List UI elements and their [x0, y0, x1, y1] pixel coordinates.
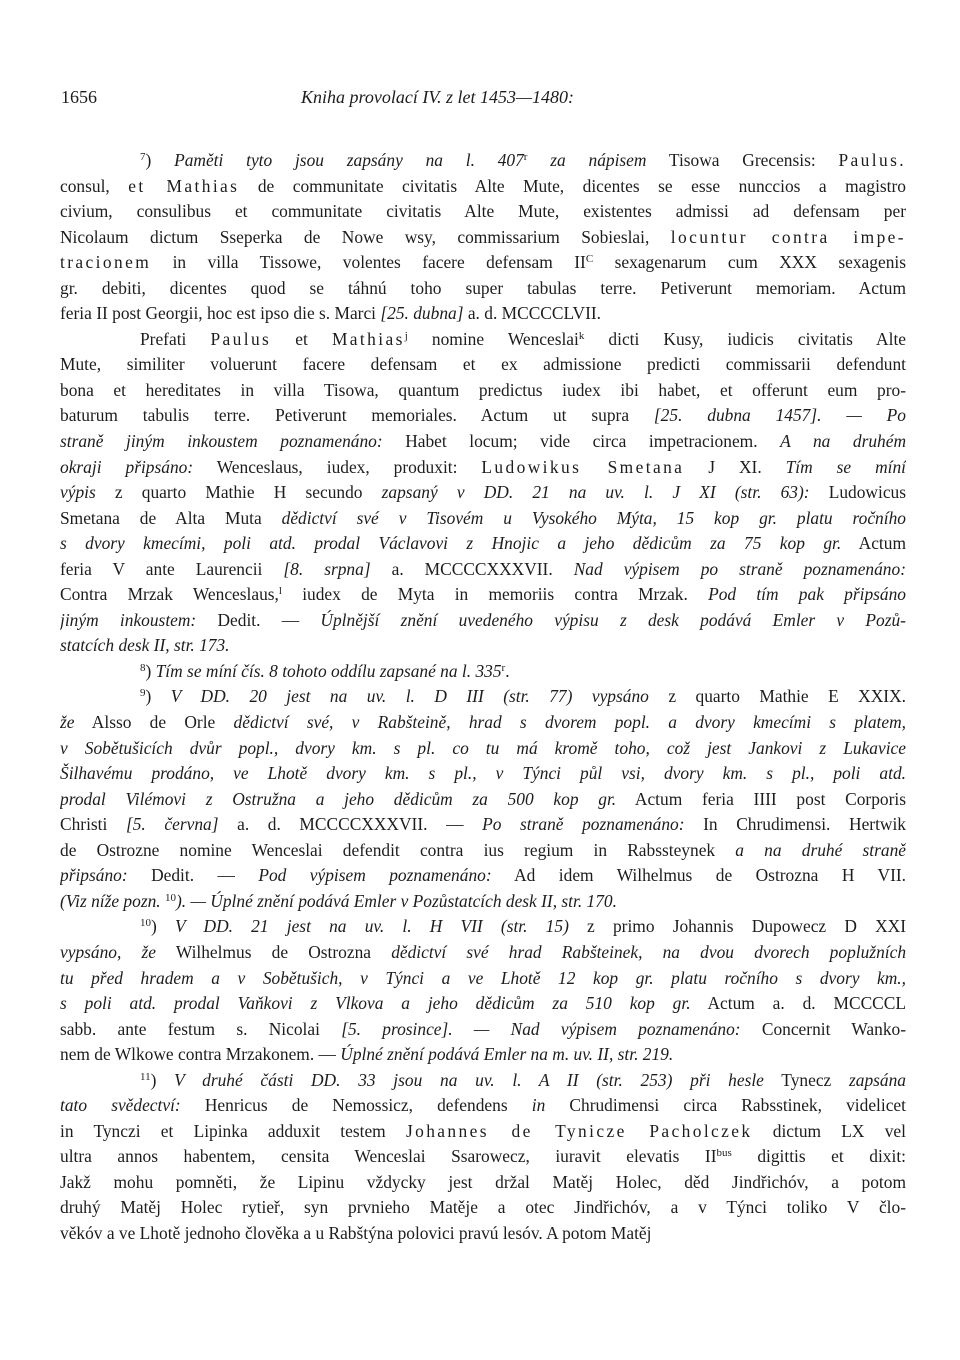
superscript: l [278, 585, 282, 598]
text-segment: okraji připsáno: [60, 456, 194, 477]
text-line [60, 557, 906, 583]
text-segment: Nad výpisem po straně poznamenáno: [573, 558, 906, 579]
text-line [60, 787, 906, 813]
text-segment: Úplné znění podává Emler na m. uv. II, str. 219. [340, 1044, 674, 1065]
text-segment: Smetana de Alta Muta [60, 507, 282, 528]
text-segment: V druhé části DD. 33 jsou na uv. l. A II (str. 253) při hesle [174, 1069, 764, 1090]
text-segment: feria V ante Laurencii [60, 558, 284, 579]
footnote-10 [60, 914, 906, 1067]
text-segment: za nápisem [527, 150, 647, 170]
text-line [60, 1042, 906, 1068]
text-segment: ultra annos habentem, censita Wenceslai Ssarowecz, iuravit elevatis II [60, 1146, 717, 1167]
footnotes-body [60, 148, 906, 1247]
text-line [60, 761, 906, 787]
text-segment: iudex de Myta in memoriis contra Mrzak. [281, 584, 709, 605]
text-segment: Šilhavému prodáno, ve Lhotě dvory km. s pl., v Týnci půl vsi, dvory km. s pl., poli atd. [60, 763, 906, 784]
text-segment: [25. dubna 1457]. — Po [653, 405, 906, 426]
text-line [60, 1068, 906, 1094]
text-segment: Úplné znění podává Emler v Pozůstatcích desk II, str. 170. [210, 890, 617, 911]
text-segment: V DD. 20 jest na uv. l. D III (str. 77) vypsáno [170, 686, 649, 707]
text-segment: bona et hereditates in villa Tisowa, quantum predictus iudex ibi habet, et offerunt eum pro- [60, 379, 906, 400]
text-segment: z quarto Mathie H secundo [95, 482, 382, 503]
text-segment: . [505, 660, 510, 681]
text-segment: Pod tím pak připsáno [708, 584, 906, 605]
footnote-7 [60, 148, 906, 327]
text-line [60, 582, 906, 608]
text-segment: Dedit. — [127, 865, 259, 886]
text-segment: z quarto Mathie E XXIX. [648, 686, 906, 707]
text-segment: Ad idem Wilhelmus de Ostrozna H VII. [491, 865, 906, 886]
text-line [60, 1170, 906, 1196]
text-segment: Christi [60, 814, 126, 835]
text-segment: V DD. 21 jest na uv. l. H VII (str. 15) [175, 916, 569, 937]
text-segment: v Sobětušicích dvůr popl., dvory km. s pl. co tu má kromě toho, což jest Jankovi z Lukavice [60, 737, 906, 758]
text-segment: ) [151, 916, 175, 937]
text-line [60, 429, 906, 455]
text-segment: baturum tabulis terre. Petiverunt memoriales. Actum ut supra [60, 405, 654, 426]
text-line [60, 710, 906, 736]
text-segment: in villa Tissowe, volentes facere defensam II [151, 252, 586, 273]
text-segment: Wilhelmus de Ostrozna [156, 941, 392, 962]
text-segment: s poli atd. prodal Vaňkovi z Vlkova a jeho dědicům za 510 kop gr. [60, 993, 691, 1014]
text-segment: Contra Mrzak Wenceslaus, [60, 584, 279, 605]
text-segment: Actum a. d. MCCCCL [690, 993, 906, 1014]
text-segment: Concernit Wanko- [740, 1018, 906, 1039]
text-segment: a. d. MCCCCLVII. [463, 303, 602, 324]
text-segment: Nicolaum dictum Sseperka de Nowe wsy, commissarium Sobieslai, [60, 226, 671, 247]
text-line [60, 1119, 906, 1145]
text-line [60, 863, 906, 889]
text-segment: tato svědectví: [60, 1095, 181, 1116]
text-segment: [8. srpna] [283, 558, 371, 579]
text-segment: tu před hradem a v Sobětušich, v Týnci a ve Lhotě 12 kop gr. platu ročního s dvory km., [60, 967, 906, 988]
text-line [60, 1144, 906, 1170]
text-segment: [5. června] [125, 814, 219, 835]
text-line [60, 1093, 906, 1119]
text-segment: Chrudimensi circa Rabsstinek, videlicet [545, 1095, 906, 1116]
text-segment: Tynecz [763, 1069, 849, 1090]
text-segment: sexagenarum cum XXX sexagenis [593, 252, 906, 273]
text-segment: zapsaný v DD. 21 na uv. l. J XI (str. 63): [381, 482, 810, 503]
text-segment: zapsána [848, 1069, 906, 1090]
text-line [60, 966, 906, 992]
superscript: 10 [164, 891, 176, 904]
text-line [60, 276, 906, 302]
text-line [60, 327, 906, 353]
text-segment: dědictví své, v Rabšteině, hrad s dvorem popl. a dvory kmecími s platem, [233, 712, 906, 733]
text-line [60, 403, 906, 429]
text-segment: Paměti tyto jsou zapsány na l. 407 [174, 150, 524, 170]
text-segment: Prefati [140, 328, 211, 349]
text-line [60, 378, 906, 404]
text-segment: a. MCCCCXXXVII. [370, 558, 574, 579]
text-segment: a. d. MCCCCXXXVII. — [218, 814, 483, 835]
text-line [60, 684, 906, 710]
text-segment: locuntur contra impe- [670, 226, 906, 247]
text-segment: gr. debiti, dicentes quod se táhnú toho super tabulas terre. Petiverunt memoriam. Actum [60, 277, 906, 298]
text-segment: dědictví své hrad Rabšteinek, na dvou dvorech poplužních [391, 941, 906, 962]
text-segment: a na druhé straně [735, 839, 906, 860]
text-line [60, 1017, 906, 1043]
text-segment: ) [145, 686, 171, 707]
text-line [60, 812, 906, 838]
text-line [60, 148, 906, 174]
text-segment: Paulus. [838, 150, 906, 170]
text-segment: Dedit. — [196, 609, 321, 630]
text-segment: Habet locum; vide circa impetracionem. [382, 431, 781, 452]
text-segment: Mute, similiter voluerunt facere defensam et ex admissione predicti commissarii defendunt [60, 354, 906, 375]
text-segment: výpis [60, 482, 96, 503]
text-segment: de communitate civitatis Alte Mute, dicentes se esse nunccios a magistro [239, 175, 906, 196]
text-line [60, 1221, 906, 1247]
text-segment: že [60, 712, 75, 733]
text-line [60, 940, 906, 966]
text-line [60, 991, 906, 1017]
text-line [60, 174, 906, 200]
text-segment: vypsáno, že [60, 941, 156, 962]
text-line [60, 659, 906, 685]
superscript: 9 [140, 687, 146, 700]
superscript: k [578, 329, 585, 342]
text-line [60, 480, 906, 506]
text-segment: consul, [60, 175, 129, 196]
superscript: j [404, 329, 408, 342]
superscript: 8 [140, 661, 146, 674]
text-line [60, 531, 906, 557]
text-segment: Henricus de Nemossicz, defendens [180, 1095, 532, 1116]
text-line [60, 301, 906, 327]
text-segment: Actum feria IIII post Corporis [616, 788, 906, 809]
text-segment: in [531, 1095, 546, 1116]
text-segment: prodal Vilémovi z Ostružna a jeho dědicům za 500 kop gr. [60, 788, 617, 809]
text-segment: [5. prosince]. — Nad výpisem poznamenáno: [341, 1018, 741, 1039]
text-segment: ). — [175, 890, 211, 911]
running-title: Kniha provolací IV. z let 1453—1480: [301, 87, 574, 107]
text-segment: Tím se míní čís. 8 tohoto oddílu zapsané na l. 335 [155, 660, 502, 681]
text-segment: dicti Kusy, iudicis civitatis Alte [584, 328, 906, 349]
superscript: bus [716, 1147, 732, 1160]
superscript: 10 [140, 917, 151, 930]
superscript: r [523, 151, 528, 163]
text-line [60, 352, 906, 378]
superscript: C [585, 253, 594, 266]
text-segment: Johannes de Tynicze Pacholczek [405, 1120, 753, 1141]
text-line [60, 455, 906, 481]
text-segment: J XI. [684, 456, 786, 477]
text-segment: Ludowicus [809, 482, 906, 503]
text-segment: [25. dubna] [380, 303, 464, 324]
text-line [60, 736, 906, 762]
text-segment: civium, consulibus et communitate civitatis Alte Mute, existentes admissi ad defensam per [60, 201, 906, 222]
text-segment: sabb. ante festum s. Nicolai [60, 1018, 342, 1039]
text-segment: straně jiným inkoustem poznamenáno: [60, 431, 383, 452]
text-line [60, 914, 906, 940]
text-segment: Tím se míní [785, 456, 906, 477]
text-line [60, 838, 906, 864]
text-segment: Actum [841, 533, 906, 554]
text-segment: In Chrudimensi. Hertwik [684, 814, 906, 835]
text-segment: de Ostrozne nomine Wenceslai defendit contra ius regium in Rabssteynek [60, 839, 736, 860]
text-line [60, 889, 906, 915]
text-segment: ) [145, 150, 175, 170]
text-segment: et Mathias [128, 175, 240, 196]
page-number: 1656 [61, 87, 97, 107]
text-segment: statcích desk II, str. 173. [60, 635, 230, 656]
text-segment: Tisowa Grecensis: [646, 150, 839, 170]
text-segment: dědictví své v Tisovém u Vysokého Mýta, 15 kop gr. platu ročního [281, 507, 906, 528]
superscript: 7 [140, 151, 146, 163]
text-segment: Wenceslaus, iudex, produxit: [193, 456, 482, 477]
text-segment: ) [150, 1069, 175, 1090]
text-segment: et [271, 328, 332, 349]
text-segment: Po straně poznamenáno: [482, 814, 685, 835]
text-segment: dictum LX vel [752, 1120, 906, 1141]
footnote-9 [60, 684, 906, 914]
text-segment: Jakž mohu pomněti, že Lipinu vždycky jest držal Matěj Holec, děd Jindřichóv, a potom [60, 1171, 906, 1192]
text-segment: Mathias [331, 328, 405, 349]
text-segment: Alsso de Orle [74, 712, 234, 733]
text-line [60, 250, 906, 276]
superscript: 11 [140, 1070, 151, 1083]
text-segment: ) [145, 660, 156, 681]
text-segment: tracionem [60, 252, 152, 273]
text-segment: Pod výpisem poznamenáno: [258, 865, 492, 886]
text-segment: připsáno: [60, 865, 128, 886]
text-line [60, 633, 906, 659]
text-segment: jiným inkoustem: [60, 609, 197, 630]
text-line [60, 1195, 906, 1221]
footnote-11 [60, 1068, 906, 1247]
text-segment: nomine Wenceslai [407, 328, 579, 349]
text-segment: Paulus [210, 328, 272, 349]
footnote-8 [60, 659, 906, 685]
text-segment: nem de Wlkowe contra Mrzakonem. — [60, 1044, 341, 1065]
text-segment: (Viz níže pozn. [60, 890, 165, 911]
text-segment: druhý Matěj Holec rytieř, syn prvnieho Matěje a otec Jindřichóv, a v Týnci toliko V člo- [60, 1197, 906, 1218]
text-segment: in Tynczi et Lipinka adduxit testem [60, 1120, 406, 1141]
text-segment: z primo Johannis Dupowecz D XXI [568, 916, 906, 937]
text-line [60, 199, 906, 225]
text-segment: věkóv a ve Lhotě jednoho člověka a u Rabštýna polovici pravú lesóv. A potom Matěj [60, 1222, 652, 1243]
superscript: r [501, 661, 506, 674]
text-segment: s dvory kmecími, poli atd. prodal Václavovi z Hnojic a jeho dědicům za 75 kop gr. [60, 533, 842, 554]
text-segment: Ludowikus Smetana [481, 456, 685, 477]
text-line [60, 506, 906, 532]
text-segment: digittis et dixit: [731, 1146, 906, 1167]
text-segment: Úplnější znění uvedeného výpisu z desk podává Emler v Pozů- [320, 609, 906, 630]
text-segment: feria II post Georgii, hoc est ipso die s. Marci [60, 303, 381, 324]
text-line [60, 225, 906, 251]
text-segment: A na druhém [780, 431, 906, 452]
text-line [60, 608, 906, 634]
footnote-7b [60, 327, 906, 659]
